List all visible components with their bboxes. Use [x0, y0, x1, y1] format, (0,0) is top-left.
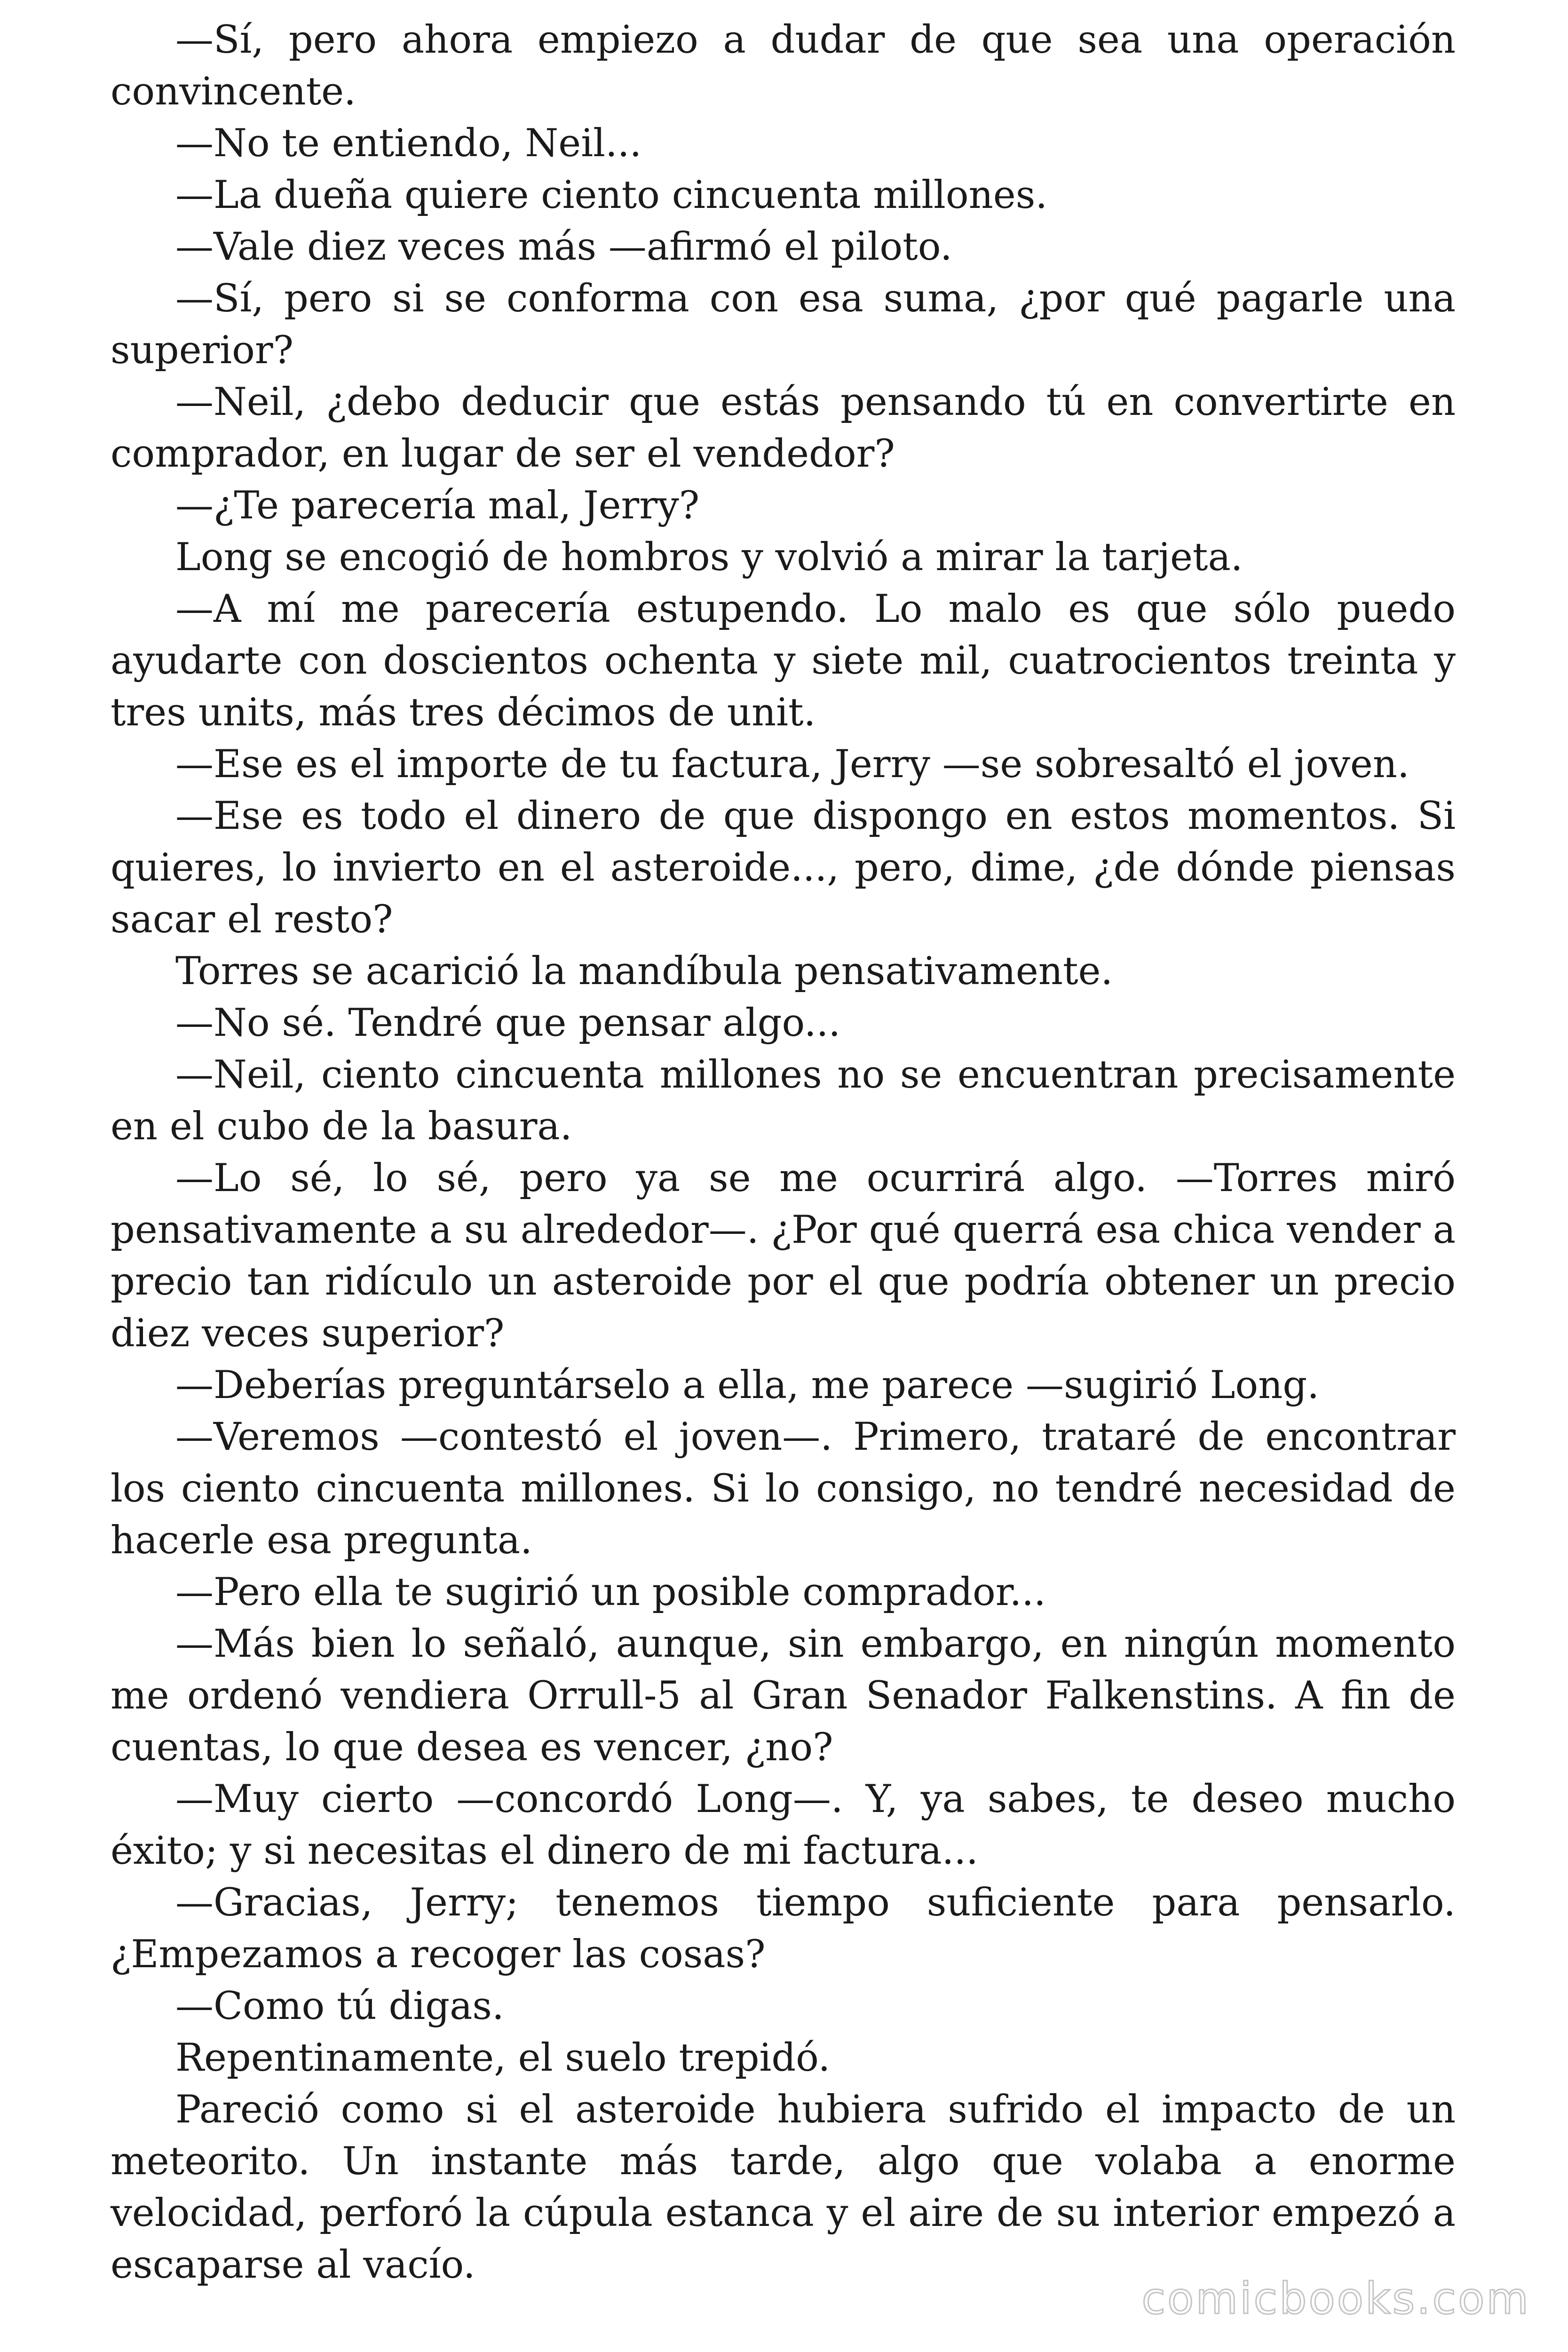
paragraph: Torres se acarició la mandíbula pensativamente.: [175, 949, 1113, 993]
paragraph: —Vale diez veces más —afirmó el piloto.: [175, 225, 952, 269]
paragraph: —Neil, ¿debo deducir que estás pensando tú en convertirte en comprador, en lugar de ser el vendedor?: [111, 380, 1456, 476]
paragraph: —Neil, ciento cincuenta millones no se encuentran precisamente en el cubo de la basura.: [111, 1053, 1456, 1149]
text-column: [111, 14, 1456, 2291]
paragraph: —Veremos —contestó el joven—. Primero, trataré de encontrar los ciento cincuenta millones. Si lo consigo, no tendré necesidad de hacerle esa pregunta.: [111, 1415, 1456, 1563]
paragraph: —No te entiendo, Neil...: [175, 121, 642, 166]
paragraph: —Pero ella te sugirió un posible comprador...: [175, 1570, 1046, 1614]
paragraph: —A mí me parecería estupendo. Lo malo es que sólo puedo ayudarte con doscientos ochenta y siete mil, cuatrocientos treinta y tres units, más tres décimos de unit.: [111, 587, 1456, 735]
paragraph: —Ese es todo el dinero de que dispongo en estos momentos. Si quieres, lo invierto en el asteroide..., pero, dime, ¿de dónde piensas sacar el resto?: [111, 794, 1456, 942]
paragraph: —Muy cierto —concordó Long—. Y, ya sabes, te deseo mucho éxito; y si necesitas el dinero de mi factura...: [111, 1777, 1456, 1873]
paragraph: —Sí, pero ahora empiezo a dudar de que sea una operación convincente.: [111, 18, 1456, 114]
paragraph: —Sí, pero si se conforma con esa suma, ¿por qué pagarle una superior?: [111, 277, 1456, 373]
paragraph: —Como tú digas.: [175, 1984, 504, 2028]
paragraph: —¿Te parecería mal, Jerry?: [175, 484, 700, 528]
paragraph: Pareció como si el asteroide hubiera sufrido el impacto de un meteorito. Un instante más tarde, algo que volaba a enorme velocidad, perforó la cúpula estanca y el aire de su interior empezó a escaparse al vacío.: [111, 2088, 1456, 2287]
paragraph: Long se encogió de hombros y volvió a mirar la tarjeta.: [175, 535, 1243, 580]
paragraph: —Lo sé, lo sé, pero ya se me ocurrirá algo. —Torres miró pensativamente a su alrededor—. ¿Por qué querrá esa chica vender a precio tan ridículo un asteroide por el que podría obtener un precio diez veces superior?: [111, 1156, 1456, 1356]
watermark: comicbooks.com: [1141, 2273, 1530, 2324]
paragraph: —La dueña quiere ciento cincuenta millones.: [175, 173, 1048, 217]
paragraph: Repentinamente, el suelo trepidó.: [175, 2036, 831, 2080]
paragraph: —Gracias, Jerry; tenemos tiempo suficiente para pensarlo. ¿Empezamos a recoger las cosas?: [111, 1881, 1456, 1977]
paragraph: —Ese es el importe de tu factura, Jerry —se sobresaltó el joven.: [175, 742, 1410, 787]
paragraph: —No sé. Tendré que pensar algo...: [175, 1001, 841, 1045]
paragraph: —Más bien lo señaló, aunque, sin embargo, en ningún momento me ordenó vendiera Orrull-5 al Gran Senador Falkenstins. A fin de cuentas, lo que desea es vencer, ¿no?: [111, 1622, 1456, 1770]
paragraph: —Deberías preguntárselo a ella, me parece —sugirió Long.: [175, 1363, 1319, 1407]
